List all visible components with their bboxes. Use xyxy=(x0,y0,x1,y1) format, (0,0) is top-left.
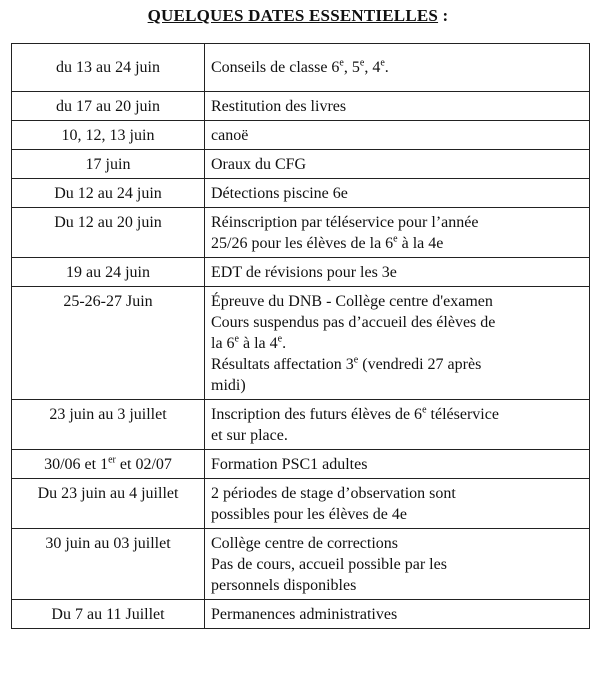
event-text-line xyxy=(211,312,584,333)
date-cell xyxy=(12,150,205,179)
table-row xyxy=(12,479,590,529)
date-cell xyxy=(12,179,205,208)
superscript: e xyxy=(277,333,283,345)
date-text xyxy=(14,212,202,233)
page-title xyxy=(0,6,596,26)
event-text-line xyxy=(211,575,584,596)
table-row xyxy=(12,208,590,258)
text-segment: Oraux du CFG xyxy=(211,156,307,173)
event-text-line xyxy=(211,212,584,233)
table-row xyxy=(12,400,590,450)
date-cell xyxy=(12,258,205,287)
event-cell xyxy=(205,400,590,450)
event-cell xyxy=(205,479,590,529)
date-cell xyxy=(12,92,205,121)
event-cell xyxy=(205,258,590,287)
date-text xyxy=(14,183,202,204)
text-segment: . xyxy=(282,335,287,352)
page-title-text: QUELQUES DATES ESSENTIELLES xyxy=(147,6,439,25)
table-row xyxy=(12,450,590,479)
date-cell xyxy=(12,450,205,479)
event-text-line xyxy=(211,154,584,175)
date-cell xyxy=(12,121,205,150)
event-text-line xyxy=(211,375,584,396)
dates-table-body xyxy=(12,44,590,629)
text-segment: 19 au 24 juin xyxy=(66,264,150,281)
text-segment: et sur place. xyxy=(211,427,288,444)
text-segment: du 13 au 24 juin xyxy=(56,59,160,76)
dates-table xyxy=(11,43,590,629)
event-text-line xyxy=(211,233,584,254)
superscript: e xyxy=(359,57,365,69)
event-text-line xyxy=(211,425,584,446)
text-segment: Pas de cours, accueil possible par les xyxy=(211,556,447,573)
date-text xyxy=(14,291,202,312)
event-text-line xyxy=(211,183,584,204)
superscript: e xyxy=(234,333,239,345)
superscript: e xyxy=(380,57,385,69)
date-cell xyxy=(12,44,205,92)
event-text-line xyxy=(211,404,584,425)
text-segment: 25-26-27 Juin xyxy=(63,293,153,310)
text-segment: 30/06 et 1 xyxy=(44,456,109,473)
event-cell xyxy=(205,121,590,150)
text-segment: Cours suspendus pas d’accueil des élèves de xyxy=(211,314,496,331)
text-segment: 17 juin xyxy=(85,156,131,173)
text-segment: EDT de révisions pour les 3e xyxy=(211,264,397,281)
table-row xyxy=(12,258,590,287)
superscript: e xyxy=(339,57,344,69)
date-cell xyxy=(12,479,205,529)
superscript: e xyxy=(393,233,398,245)
text-segment: Épreuve du DNB - Collège centre d'examen xyxy=(211,293,493,310)
date-cell xyxy=(12,529,205,600)
date-text xyxy=(14,125,202,146)
date-cell xyxy=(12,208,205,258)
event-cell xyxy=(205,529,590,600)
event-text-line xyxy=(211,291,584,312)
table-row xyxy=(12,44,590,92)
text-segment: (vendredi 27 après xyxy=(358,356,482,373)
text-segment: Permanences administratives xyxy=(211,606,398,623)
event-cell xyxy=(205,179,590,208)
event-text-line xyxy=(211,125,584,146)
event-cell xyxy=(205,92,590,121)
text-segment: Restitution des livres xyxy=(211,98,347,115)
date-text xyxy=(14,154,202,175)
text-segment: , 5 xyxy=(343,59,360,76)
text-segment: Du 7 au 11 Juillet xyxy=(51,606,165,623)
event-text-line xyxy=(211,554,584,575)
text-segment: 10, 12, 13 juin xyxy=(61,127,155,144)
text-segment: midi) xyxy=(211,377,246,394)
date-text xyxy=(14,57,202,78)
text-segment: la 6 xyxy=(211,335,235,352)
text-segment: du 17 au 20 juin xyxy=(56,98,160,115)
table-row xyxy=(12,529,590,600)
event-text-line xyxy=(211,96,584,117)
superscript: e xyxy=(353,354,359,366)
text-segment: Réinscription par téléservice pour l’année xyxy=(211,214,479,231)
event-text-line xyxy=(211,483,584,504)
text-segment: canoë xyxy=(211,127,249,144)
text-segment: personnels disponibles xyxy=(211,577,357,594)
date-cell xyxy=(12,600,205,629)
text-segment: 30 juin au 03 juillet xyxy=(45,535,171,552)
event-text-line xyxy=(211,354,584,375)
event-text-line xyxy=(211,504,584,525)
date-text xyxy=(14,483,202,504)
event-cell xyxy=(205,44,590,92)
table-row xyxy=(12,92,590,121)
table-row xyxy=(12,600,590,629)
event-cell xyxy=(205,287,590,400)
table-row xyxy=(12,121,590,150)
table-row xyxy=(12,179,590,208)
text-segment: Du 12 au 20 juin xyxy=(54,214,162,231)
date-text xyxy=(14,404,202,425)
date-text xyxy=(14,96,202,117)
text-segment: possibles pour les élèves de 4e xyxy=(211,506,407,523)
text-segment: Du 23 juin au 4 juillet xyxy=(37,485,179,502)
text-segment: Collège centre de corrections xyxy=(211,535,399,552)
event-text-line xyxy=(211,533,584,554)
text-segment: à la 4e xyxy=(397,235,444,252)
event-cell xyxy=(205,600,590,629)
superscript: er xyxy=(108,454,116,466)
date-cell xyxy=(12,287,205,400)
date-cell xyxy=(12,400,205,450)
event-text-line xyxy=(211,454,584,475)
date-text xyxy=(14,454,202,475)
event-text-line xyxy=(211,604,584,625)
page-title-suffix: : xyxy=(438,6,449,25)
text-segment: , 4 xyxy=(364,59,381,76)
text-segment: Résultats affectation 3 xyxy=(211,356,354,373)
text-segment: et 02/07 xyxy=(115,456,172,473)
date-text xyxy=(14,533,202,554)
table-row xyxy=(12,287,590,400)
text-segment: 23 juin au 3 juillet xyxy=(49,406,167,423)
superscript: e xyxy=(422,404,427,416)
text-segment: Inscription des futurs élèves de 6 xyxy=(211,406,423,423)
text-segment: 25/26 pour les élèves de la 6 xyxy=(211,235,394,252)
text-segment: Conseils de classe 6 xyxy=(211,59,340,76)
date-text xyxy=(14,604,202,625)
text-segment: Formation PSC1 adultes xyxy=(211,456,368,473)
text-segment: Détections piscine 6e xyxy=(211,185,348,202)
event-text-line xyxy=(211,57,584,78)
table-row xyxy=(12,150,590,179)
text-segment: téléservice xyxy=(426,406,499,423)
event-text-line xyxy=(211,262,584,283)
event-cell xyxy=(205,150,590,179)
event-cell xyxy=(205,450,590,479)
date-text xyxy=(14,262,202,283)
event-cell xyxy=(205,208,590,258)
text-segment: à la 4 xyxy=(239,335,278,352)
text-segment: Du 12 au 24 juin xyxy=(54,185,162,202)
text-segment: 2 périodes de stage d’observation sont xyxy=(211,485,456,502)
event-text-line xyxy=(211,333,584,354)
text-segment: . xyxy=(384,59,389,76)
